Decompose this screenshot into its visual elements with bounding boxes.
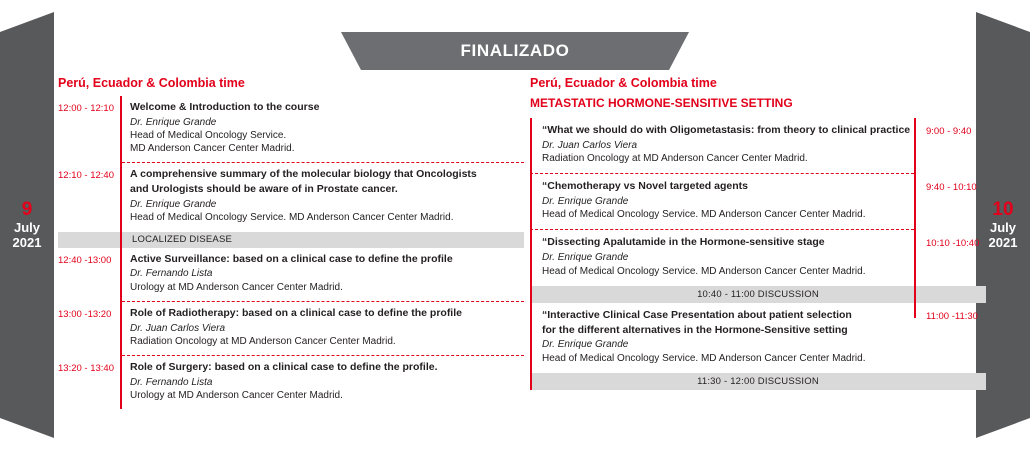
session-speaker: Dr. Fernando Lista (130, 268, 213, 280)
session-item[interactable] (530, 303, 980, 373)
status-banner (341, 32, 689, 70)
session-time: 9:40 - 10:10 (926, 182, 977, 194)
session-affiliation: Radiation Oncology at MD Anderson Cancer Center Madrid. (130, 335, 396, 347)
status-banner-label: FINALIZADO (460, 41, 570, 60)
session-speaker: Dr. Enrique Grande (130, 199, 217, 211)
session-title: “Interactive Clinical Case Presentation about patient selection (542, 308, 852, 321)
session-time: 13:00 -13:20 (58, 308, 112, 320)
session-time: 13:20 - 13:40 (58, 362, 114, 374)
session-title: Active Surveillance: based on a clinical case to define the profile (130, 252, 453, 265)
session-body (120, 253, 524, 294)
session-body (530, 180, 914, 221)
session-affiliation: Head of Medical Oncology Service. MD Anderson Cancer Center Madrid. (542, 265, 866, 277)
agenda-day-2 (524, 76, 980, 390)
session-item[interactable] (530, 118, 980, 173)
session-item[interactable] (58, 96, 524, 162)
session-body (530, 309, 914, 365)
timezone-header-right: Perú, Ecuador & Colombia time (530, 76, 717, 90)
session-body (120, 361, 524, 402)
session-body (120, 101, 524, 155)
session-body (530, 236, 914, 277)
session-speaker: Dr. Juan Carlos Viera (130, 322, 226, 334)
ribbon-right-year: 2021 (988, 234, 1018, 250)
session-item[interactable] (58, 302, 524, 355)
session-item[interactable] (58, 163, 524, 231)
discussion-band: 10:40 - 11:00 DISCUSSION (530, 286, 986, 303)
session-title: “What we should do with Oligometastasis: from theory to clinical practice (542, 124, 911, 136)
session-time: 10:10 -10:40 (926, 238, 980, 250)
session-affiliation: Head of Medical Oncology Service. MD Anderson Cancer Center Madrid. (130, 212, 454, 224)
ribbon-right-month: July (989, 219, 1016, 235)
session-title: A comprehensive summary of the molecular biology that Oncologists (130, 168, 477, 181)
session-title: “Chemotherapy vs Novel targeted agents (542, 180, 748, 193)
session-title-2: and Urologists should be aware of in Prostate cancer. (130, 183, 398, 196)
session-affiliation: Head of Medical Oncology Service. MD Anderson Cancer Center Madrid. (542, 209, 866, 221)
section-band: LOCALIZED DISEASE (58, 232, 524, 248)
timezone-header-left: Perú, Ecuador & Colombia time (58, 76, 245, 90)
session-time: 12:10 - 12:40 (58, 170, 114, 182)
session-item[interactable] (530, 230, 980, 285)
session-speaker: Dr. Enrique Grande (542, 339, 629, 351)
session-affiliation: Head of Medical Oncology Service. (130, 130, 287, 142)
ribbon-left-year: 2021 (12, 234, 42, 250)
session-affiliation: Urology at MD Anderson Cancer Center Madrid. (130, 281, 343, 293)
ribbon-left-month: July (13, 219, 40, 235)
session-title: Welcome & Introduction to the course (130, 101, 320, 113)
session-time: 9:00 - 9:40 (926, 126, 972, 137)
session-speaker: Dr. Juan Carlos Viera (542, 139, 638, 151)
session-title-2: for the different alternatives in the Hormone-Sensitive setting (542, 323, 848, 336)
session-item[interactable] (530, 174, 980, 229)
session-speaker: Dr. Fernando Lista (130, 376, 213, 388)
session-body (530, 124, 914, 165)
session-affiliation: Head of Medical Oncology Service. MD Anderson Cancer Center Madrid. (542, 352, 866, 364)
schedule-list-left (58, 96, 524, 409)
discussion-band: 11:30 - 12:00 DISCUSSION (530, 373, 986, 390)
session-title: Role of Radiotherapy: based on a clinical case to define the profile (130, 306, 462, 319)
session-time: 12:40 -13:00 (58, 254, 112, 266)
date-ribbon-left (0, 12, 54, 438)
session-time: 11:00 -11:30 (926, 310, 978, 322)
session-title: Role of Surgery: based on a clinical case to define the profile. (130, 360, 438, 373)
agenda-day-1 (54, 76, 524, 409)
ribbon-left-day: 9 (21, 199, 33, 221)
session-speaker: Dr. Enrique Grande (542, 196, 629, 208)
session-speaker: Dr. Enrique Grande (542, 252, 629, 264)
session-body (120, 307, 524, 348)
session-speaker: Dr. Enrique Grande (130, 116, 217, 128)
session-affiliation: Urology at MD Anderson Cancer Center Madrid. (130, 390, 343, 402)
schedule-list-right (530, 118, 980, 390)
session-time: 12:00 - 12:10 (58, 103, 114, 114)
session-title: “Dissecting Apalutamide in the Hormone-sensitive stage (542, 236, 825, 249)
ribbon-right-day: 10 (992, 199, 1014, 221)
session-item[interactable] (58, 248, 524, 301)
section-title-metastatic: METASTATIC HORMONE-SENSITIVE SETTING (530, 96, 793, 110)
session-affiliation: Radiation Oncology at MD Anderson Cancer Center Madrid. (542, 153, 808, 165)
session-affiliation-2: MD Anderson Cancer Center Madrid. (130, 143, 295, 155)
session-body (120, 168, 524, 224)
session-item[interactable] (58, 356, 524, 409)
